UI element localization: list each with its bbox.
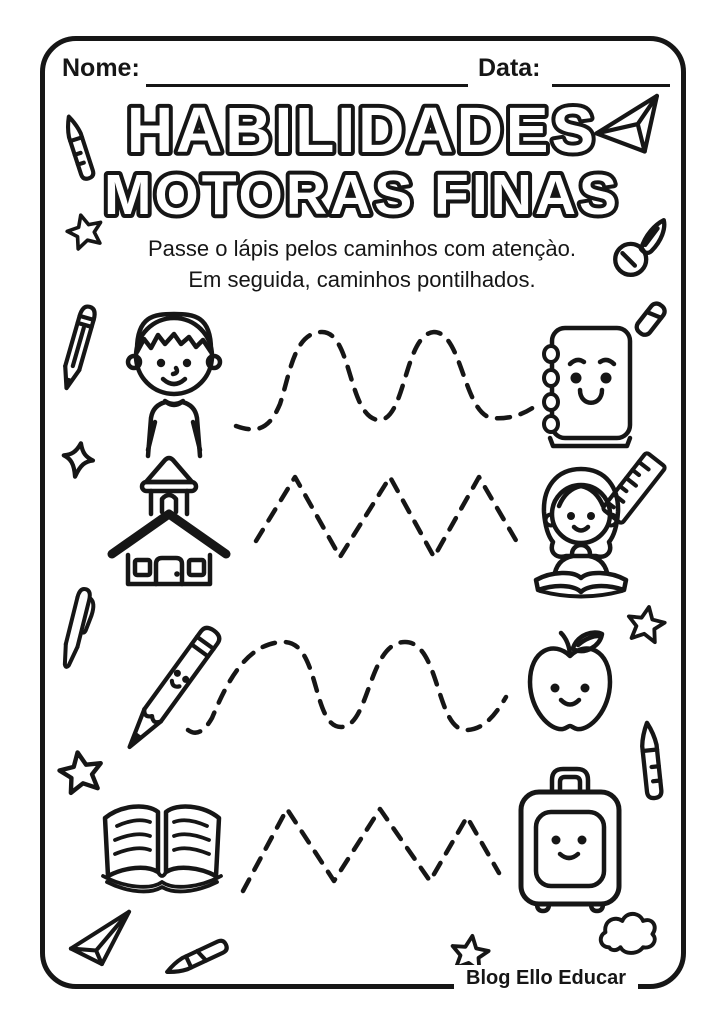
paper-airplane-icon — [64, 906, 134, 966]
cloud-icon — [596, 908, 660, 964]
paintbrush-icon — [610, 216, 670, 280]
trace-path-wave-2[interactable] — [178, 622, 518, 750]
boy-icon — [124, 308, 224, 458]
date-line — [552, 84, 670, 87]
trace-path-zigzag-1[interactable] — [244, 468, 536, 570]
suitcase-tv-icon — [512, 760, 628, 918]
notebook-icon — [536, 322, 638, 456]
title-line1-text: HABILIDADES — [126, 94, 598, 166]
instruction-line1: Passe o lápis pelos caminhos com atençào. — [147, 236, 576, 261]
title-line1 — [52, 88, 672, 168]
name-line — [146, 84, 468, 87]
title-line2-text: MOTORAS FINAS — [103, 163, 621, 227]
trace-path-wave-1[interactable] — [228, 316, 548, 458]
paper-airplane-icon — [589, 90, 669, 163]
apple-icon — [520, 628, 620, 742]
name-label: Nome: — [62, 54, 140, 82]
instruction-line2: Em seguida, caminhos pontilhados. — [188, 267, 536, 292]
open-book-icon — [95, 796, 229, 898]
title-line2 — [52, 158, 672, 230]
footer-credit: Blog Ello Educar — [454, 965, 638, 992]
school-house-icon — [104, 454, 234, 586]
date-label: Data: — [478, 54, 541, 82]
trace-path-zigzag-2[interactable] — [234, 793, 514, 901]
star-icon — [55, 746, 108, 797]
star-icon — [623, 601, 669, 647]
sparkle-icon — [56, 435, 99, 485]
